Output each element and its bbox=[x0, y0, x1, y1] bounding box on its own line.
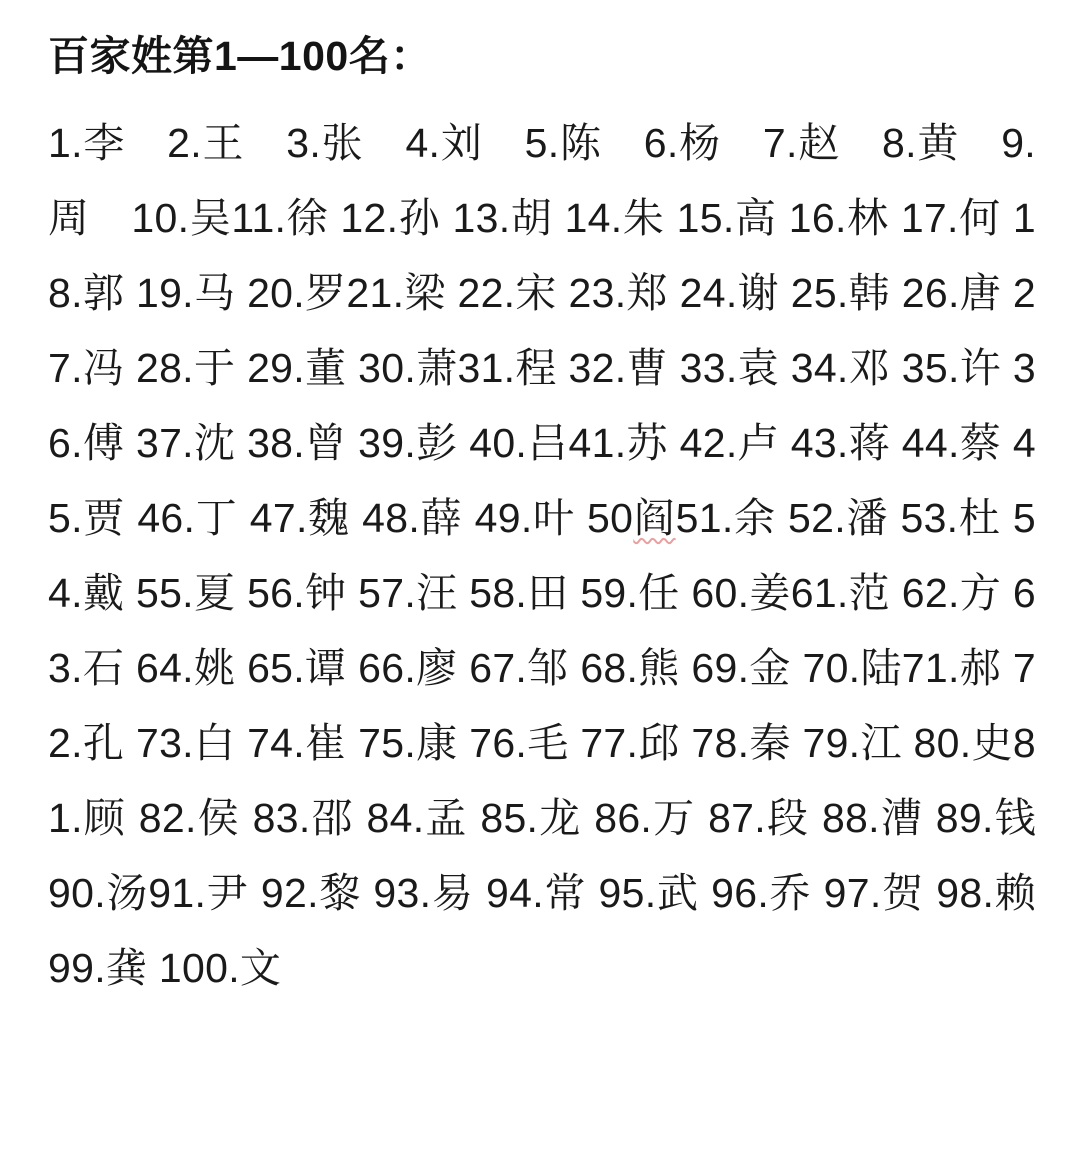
surname-list-part-2: 51.余 52.潘 53.杜 54.戴 55.夏 56.钟 57.汪 58.田 59.任 60.姜61.范 62.方 63.石 64.姚 65.谭 66.廖 67.邹 68.熊 69.金 70.陆71.郝 72.孔 73.白 74.崔 75.康 76.毛 77.邱 78.秦 79.江 80.史81.顾 82.侯 83.邵 84.孟 85.龙 86.万 87.段 88.漕 89.钱 90.汤91.尹 92.黎 93.易 94.常 95.武 96.乔 97.贺 98.赖 99.龚 100.文 bbox=[48, 494, 1037, 991]
page-title: 百家姓第1—100名： bbox=[48, 33, 432, 79]
spellcheck-flagged-word[interactable]: 阎 bbox=[633, 494, 676, 541]
surname-list-part-1: 1.李 2.王 3.张 4.刘 5.陈 6.杨 7.赵 8.黄 9.周 10.吴11.徐 12.孙 13.胡 14.朱 15.高 16.林 17.何 18.郭 19.马 20.罗21.梁 22.宋 23.郑 24.谢 25.韩 26.唐 27.冯 28.于 29.董 30.萧31.程 32.曹 33.袁 34.邓 35.许 36.傅 37.沈 38.曾 39.彭 40.吕41.苏 42.卢 43.蒋 44.蔡 45.贾 46.丁 47.魏 48.薛 49.叶 50 bbox=[48, 119, 1036, 541]
surname-list-paragraph[interactable] bbox=[48, 106, 1036, 1006]
